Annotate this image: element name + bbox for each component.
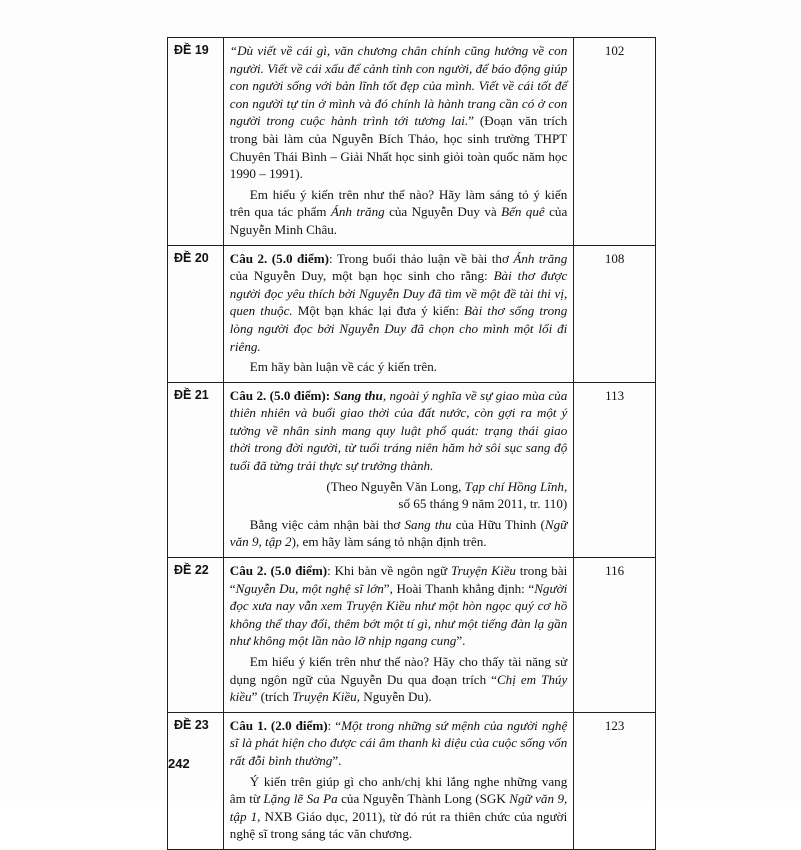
citation-line: số 65 tháng 9 năm 2011, tr. 110) — [398, 496, 568, 512]
table-row — [168, 245, 656, 382]
exam-label: ĐỀ 21 — [168, 382, 224, 557]
page-reference: 123 — [574, 712, 656, 849]
page-reference: 102 — [574, 38, 656, 246]
page-reference: 108 — [574, 245, 656, 382]
exam-index-table — [167, 37, 656, 850]
exam-paragraph: Bằng việc cảm nhận bài thơ Sang thu của Hữu Thỉnh (Ngữ văn 9, tập 2), em hãy làm sáng tỏ nhận định trên. — [229, 516, 568, 550]
exam-paragraph: Em hiểu ý kiến trên như thế nào? Hãy làm sáng tỏ ý kiến trên qua tác phẩm Ánh trăng của Nguyễn Duy và Bến quê của Nguyễn Minh Châu. — [229, 186, 568, 237]
table-row — [168, 382, 656, 557]
exam-content — [223, 245, 573, 382]
exam-label: ĐỀ 22 — [168, 558, 224, 713]
table-row — [168, 38, 656, 246]
exam-content — [223, 558, 573, 713]
exam-paragraph: Ý kiến trên giúp gì cho anh/chị khi lắng nghe những vang âm từ Lặng lẽ Sa Pa của Nguyễn Thành Long (SGK Ngữ văn 9, tập 1, NXB Giáo dục, 2011), từ đó rút ra thiên chức của người nghệ sĩ trong sáng tác văn chương. — [229, 773, 568, 842]
exam-label: ĐỀ 23 — [168, 712, 224, 849]
exam-paragraph: Em hãy bàn luận về các ý kiến trên. — [249, 359, 438, 375]
page-reference: 113 — [574, 382, 656, 557]
exam-content — [223, 38, 573, 246]
exam-paragraph: Câu 2. (5.0 điểm): Khi bàn về ngôn ngữ Truyện Kiều trong bài “Nguyễn Du, một nghệ sĩ lớn”, Hoài Thanh khẳng định: “Người đọc xưa nay vẫn xem Truyện Kiều như một hòn ngọc quý cơ hồ không thể thay đổi, thêm bớt một tí gì, như một tiếng đàn lạ gần như không một lần nào lỡ nhịp ngang cung”. — [229, 563, 568, 649]
exam-paragraph: Em hiểu ý kiến trên như thế nào? Hãy cho thấy tài năng sử dụng ngôn ngữ của Nguyễn Du qua đoạn trích “Chị em Thúy kiều” (trích Truyện Kiều, Nguyễn Du). — [229, 654, 568, 705]
page-number: 242 — [168, 756, 190, 771]
exam-paragraph: Câu 2. (5.0 điểm): Trong buổi thảo luận về bài thơ Ánh trăng của Nguyễn Duy, một bạn học sinh cho rằng: Bài thơ được người đọc yêu thích bởi Nguyễn Duy đã tìm về một đề tài thi vị, quen thuộc. Một bạn khác lại đưa ý kiến: Bài thơ sống trong lòng người đọc bởi Nguyễn Duy đã chọn cho mình một lối đi riêng. — [229, 250, 568, 354]
page-reference: 116 — [574, 558, 656, 713]
exam-content — [223, 712, 573, 849]
exam-content — [223, 382, 573, 557]
table-row — [168, 712, 656, 849]
exam-label: ĐỀ 20 — [168, 245, 224, 382]
exam-paragraph: “Dù viết về cái gì, văn chương chân chính cũng hướng về con người. Viết về cái xấu để cảnh tỉnh con người, để báo động giúp con người sống với bản lĩnh tốt đẹp của mình. Viết về cái tốt để con người tự tin ở mình và đó chính là hành trang cần có ở con người trong cuộc hành trình tới tương lai.” (Đoạn văn trích trong bài làm của Nguyễn Bích Thảo, học sinh trường THPT Chuyên Thái Bình – Giải Nhất học sinh giỏi toàn quốc năm học 1990 – 1991). — [229, 43, 568, 182]
exam-paragraph: Câu 2. (5.0 điểm): Sang thu, ngoài ý nghĩa về sự giao mùa của thiên nhiên và buổi giao thời của đất nước, còn gợi ra một ý tưởng về nhân sinh mang quy luật phổ quát: trạng thái giao thời trong đời người, từ tuổi tráng niên hăm hở sôi sục sang độ tuổi đã từng trải thực sự trưởng thành. — [229, 387, 568, 474]
exam-label: ĐỀ 19 — [168, 38, 224, 246]
citation-line: (Theo Nguyễn Văn Long, Tạp chí Hồng Lĩnh, — [326, 478, 568, 494]
table-row — [168, 558, 656, 713]
exam-paragraph: Câu 1. (2.0 điểm): “Một trong những sứ mệnh của người nghệ sĩ là phát hiện cho được cái âm thanh kì diệu của cuộc sống vốn rất đỗi bình thường”. — [229, 717, 568, 768]
